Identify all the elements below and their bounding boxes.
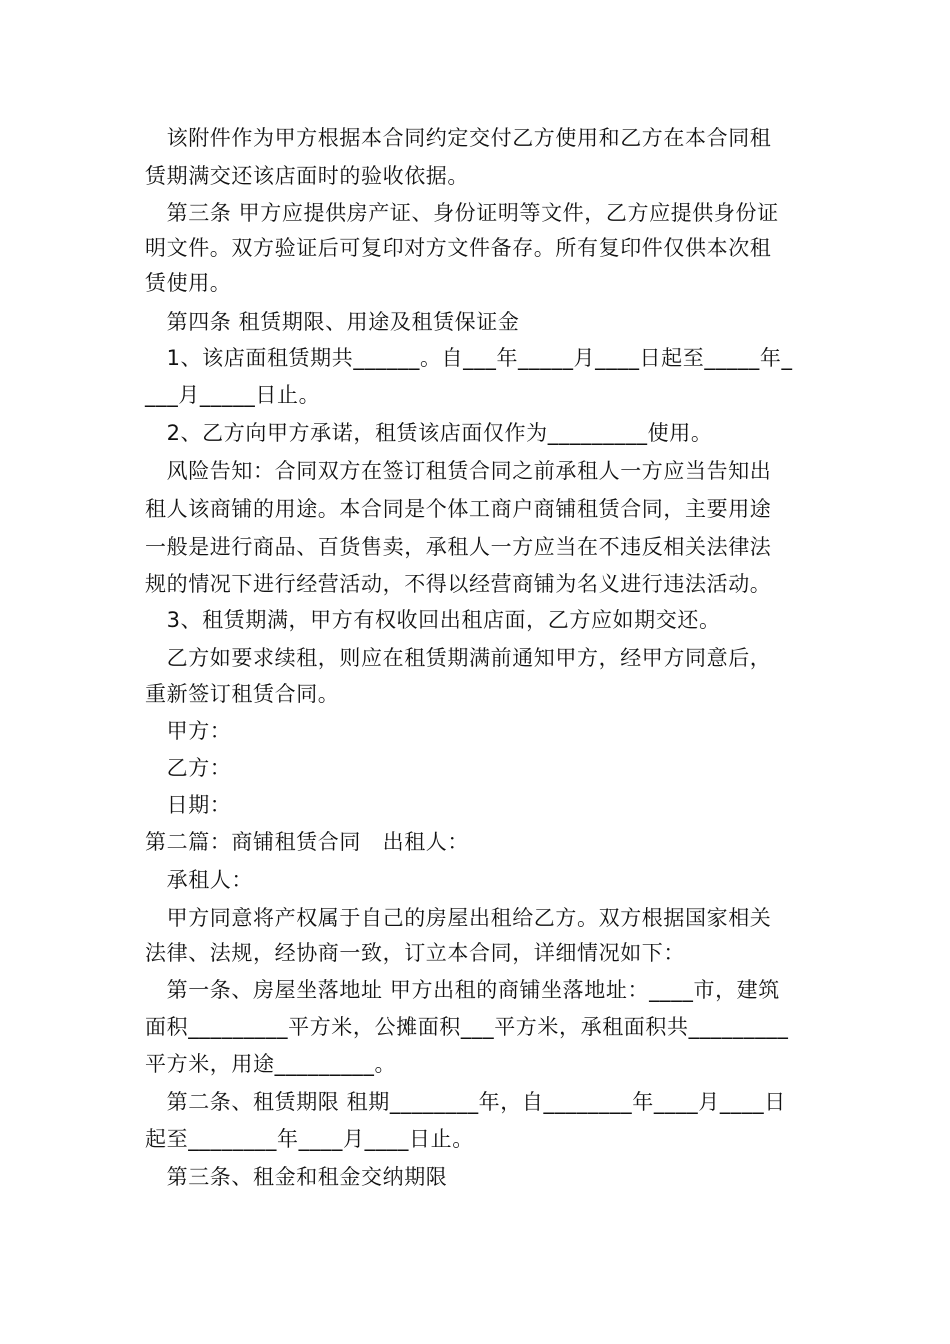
- text-line: 风险告知：合同双方在签订租赁合同之前承租人一方应当告知出: [145, 459, 772, 483]
- text-line: 法律、法规，经协商一致，订立本合同，详细情况如下：: [145, 941, 685, 965]
- date-label: 日期：: [145, 793, 232, 817]
- text-line: 平方米，用途_________。: [145, 1052, 397, 1076]
- text-line: 第三条 甲方应提供房产证、身份证明等文件，乙方应提供身份证: [145, 201, 779, 225]
- section-heading: 第三条、租金和租金交纳期限: [145, 1165, 448, 1189]
- text-line: 3、租赁期满，甲方有权收回出租店面，乙方应如期交还。: [145, 608, 721, 632]
- text-line: 第一条、房屋坐落地址 甲方出租的商铺坐落地址：____市，建筑: [145, 978, 780, 1002]
- text-line: 起至________年____月____日止。: [145, 1127, 474, 1151]
- section-heading: 第四条 租赁期限、用途及租赁保证金: [145, 310, 520, 334]
- signature-label: 乙方：: [145, 756, 232, 780]
- text-line: 1、该店面租赁期共______。自___年_____月____日起至_____年_: [145, 346, 793, 370]
- text-line: 租人该商铺的用途。本合同是个体工商户商铺租赁合同，主要用途: [145, 497, 772, 521]
- section-heading: 第二篇：商铺租赁合同 出租人：: [145, 830, 469, 854]
- text-line: 承租人：: [145, 868, 253, 892]
- text-line: 重新签订租赁合同。: [145, 682, 340, 706]
- text-line: 2、乙方向甲方承诺，租赁该店面仅作为_________使用。: [145, 421, 713, 445]
- text-line: 规的情况下进行经营活动，不得以经营商铺为名义进行违法活动。: [145, 572, 772, 596]
- text-line: 面积_________平方米，公摊面积___平方米，承租面积共_________: [145, 1015, 789, 1039]
- signature-label: 甲方：: [145, 719, 232, 743]
- text-line: 该附件作为甲方根据本合同约定交付乙方使用和乙方在本合同租: [145, 126, 772, 150]
- text-line: 赁期满交还该店面时的验收依据。: [145, 164, 469, 188]
- text-line: 赁使用。: [145, 271, 232, 295]
- text-line: 明文件。双方验证后可复印对方文件备存。所有复印件仅供本次租: [145, 236, 772, 260]
- text-line: 一般是进行商品、百货售卖，承租人一方应当在不违反相关法律法: [145, 535, 772, 559]
- text-line: ___月_____日止。: [145, 383, 321, 407]
- text-line: 乙方如要求续租，则应在租赁期满前通知甲方，经甲方同意后，: [145, 646, 772, 670]
- text-line: 第二条、租赁期限 租期________年，自________年____月____日: [145, 1090, 786, 1114]
- text-line: 甲方同意将产权属于自己的房屋出租给乙方。双方根据国家相关: [145, 906, 772, 930]
